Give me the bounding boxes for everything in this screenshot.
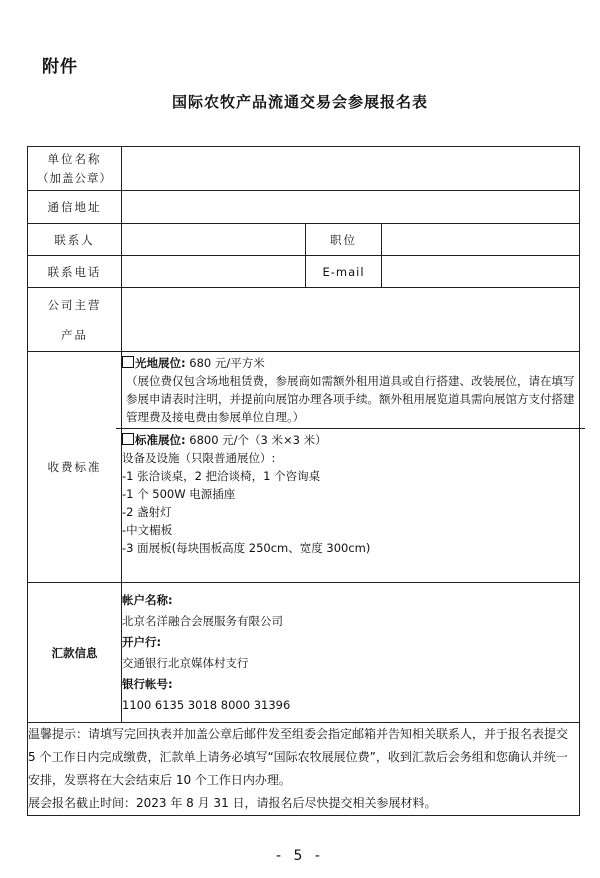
raw-space-checkbox[interactable]	[122, 356, 134, 368]
equipment-item: -1 个 500W 电源插座	[122, 487, 236, 501]
raw-space-block	[116, 352, 585, 429]
row-tips	[28, 723, 580, 816]
account-number-value: 1100 6135 3018 8000 31396	[122, 697, 291, 712]
standard-booth-checkbox[interactable]	[122, 433, 134, 445]
row-address	[28, 191, 580, 224]
row-fees	[28, 352, 580, 583]
fee-label: 收费标准	[28, 352, 122, 583]
position-label: 职位	[306, 224, 382, 256]
standard-booth-title: 标准展位:	[135, 433, 186, 447]
equipment-item: -1 张洽谈桌，2 把洽谈椅，1 个咨询桌	[122, 469, 321, 483]
standard-booth-equipment: 设备及设施（只限普通展位）:	[122, 451, 276, 465]
remit-label: 汇款信息	[28, 583, 122, 723]
form-title: 国际农牧产品流通交易会参展报名表	[171, 93, 428, 111]
remit-details	[122, 583, 580, 723]
products-field[interactable]	[122, 288, 580, 352]
tips-cell	[28, 723, 580, 816]
phone-label: 联系电话	[28, 256, 122, 288]
phone-field[interactable]	[122, 256, 306, 288]
raw-space-title: 光地展位:	[135, 356, 186, 370]
equipment-item: -3 面展板(每块围板高度 250cm、宽度 300cm)	[122, 541, 371, 555]
address-label: 通信地址	[28, 191, 122, 224]
registration-form-table	[27, 146, 580, 816]
email-field[interactable]	[382, 256, 580, 288]
contact-label: 联系人	[28, 224, 122, 256]
account-name-label: 帐户名称:	[122, 592, 173, 607]
equipment-item: -中文楣板	[122, 523, 173, 537]
row-unit-name	[28, 147, 580, 191]
products-label: 公司主营 产品	[28, 288, 122, 352]
bank-value: 交通银行北京媒体村支行	[122, 655, 249, 670]
raw-space-price: 680 元/平方米	[185, 356, 265, 370]
reminder-text: 温馨提示：请填写完回执表并加盖公章后邮件发至组委会指定邮箱并告知相关联系人，并于报名表提交 5 个工作日内完成缴费，汇款单上请务必填写“国际农牧展展位费”，收到汇款后会务组和您确认并统一安排，发票将在大会结束后 10 个工作日内办理。	[28, 727, 569, 787]
fee-details	[122, 352, 580, 583]
address-field[interactable]	[122, 191, 580, 224]
contact-field[interactable]	[122, 224, 306, 256]
attachment-label: 附件	[42, 57, 78, 77]
page-number: - 5 -	[276, 848, 324, 864]
row-phone	[28, 256, 580, 288]
equipment-item: -2 盏射灯	[122, 505, 172, 519]
account-name-value: 北京名洋融合会展服务有限公司	[122, 613, 283, 628]
row-products	[28, 288, 580, 352]
position-field[interactable]	[382, 224, 580, 256]
row-contact	[28, 224, 580, 256]
bank-label: 开户行:	[122, 634, 162, 649]
account-number-label: 银行帐号:	[122, 676, 173, 691]
standard-booth-block	[122, 429, 579, 559]
raw-space-note: （展位费仅包含场地租赁费，参展商如需额外租用道具或自行搭建、改装展位，请在填写参展申请表时注明，并提前向展馆办理各项手续。额外租用展览道具需向展馆方支付搭建管理费及接电费由参展单位自理。）	[126, 374, 575, 424]
row-remittance	[28, 583, 580, 723]
unit-name-field[interactable]	[122, 147, 580, 191]
standard-booth-price: 6800 元/个（3 米×3 米）	[185, 433, 327, 447]
deadline-text: 展会报名截止时间：2023 年 8 月 31 日，请报名后尽快提交相关参展材料。	[28, 796, 437, 810]
email-label: E-mail	[306, 256, 382, 288]
unit-name-label: 单位名称 （加盖公章）	[28, 147, 122, 191]
